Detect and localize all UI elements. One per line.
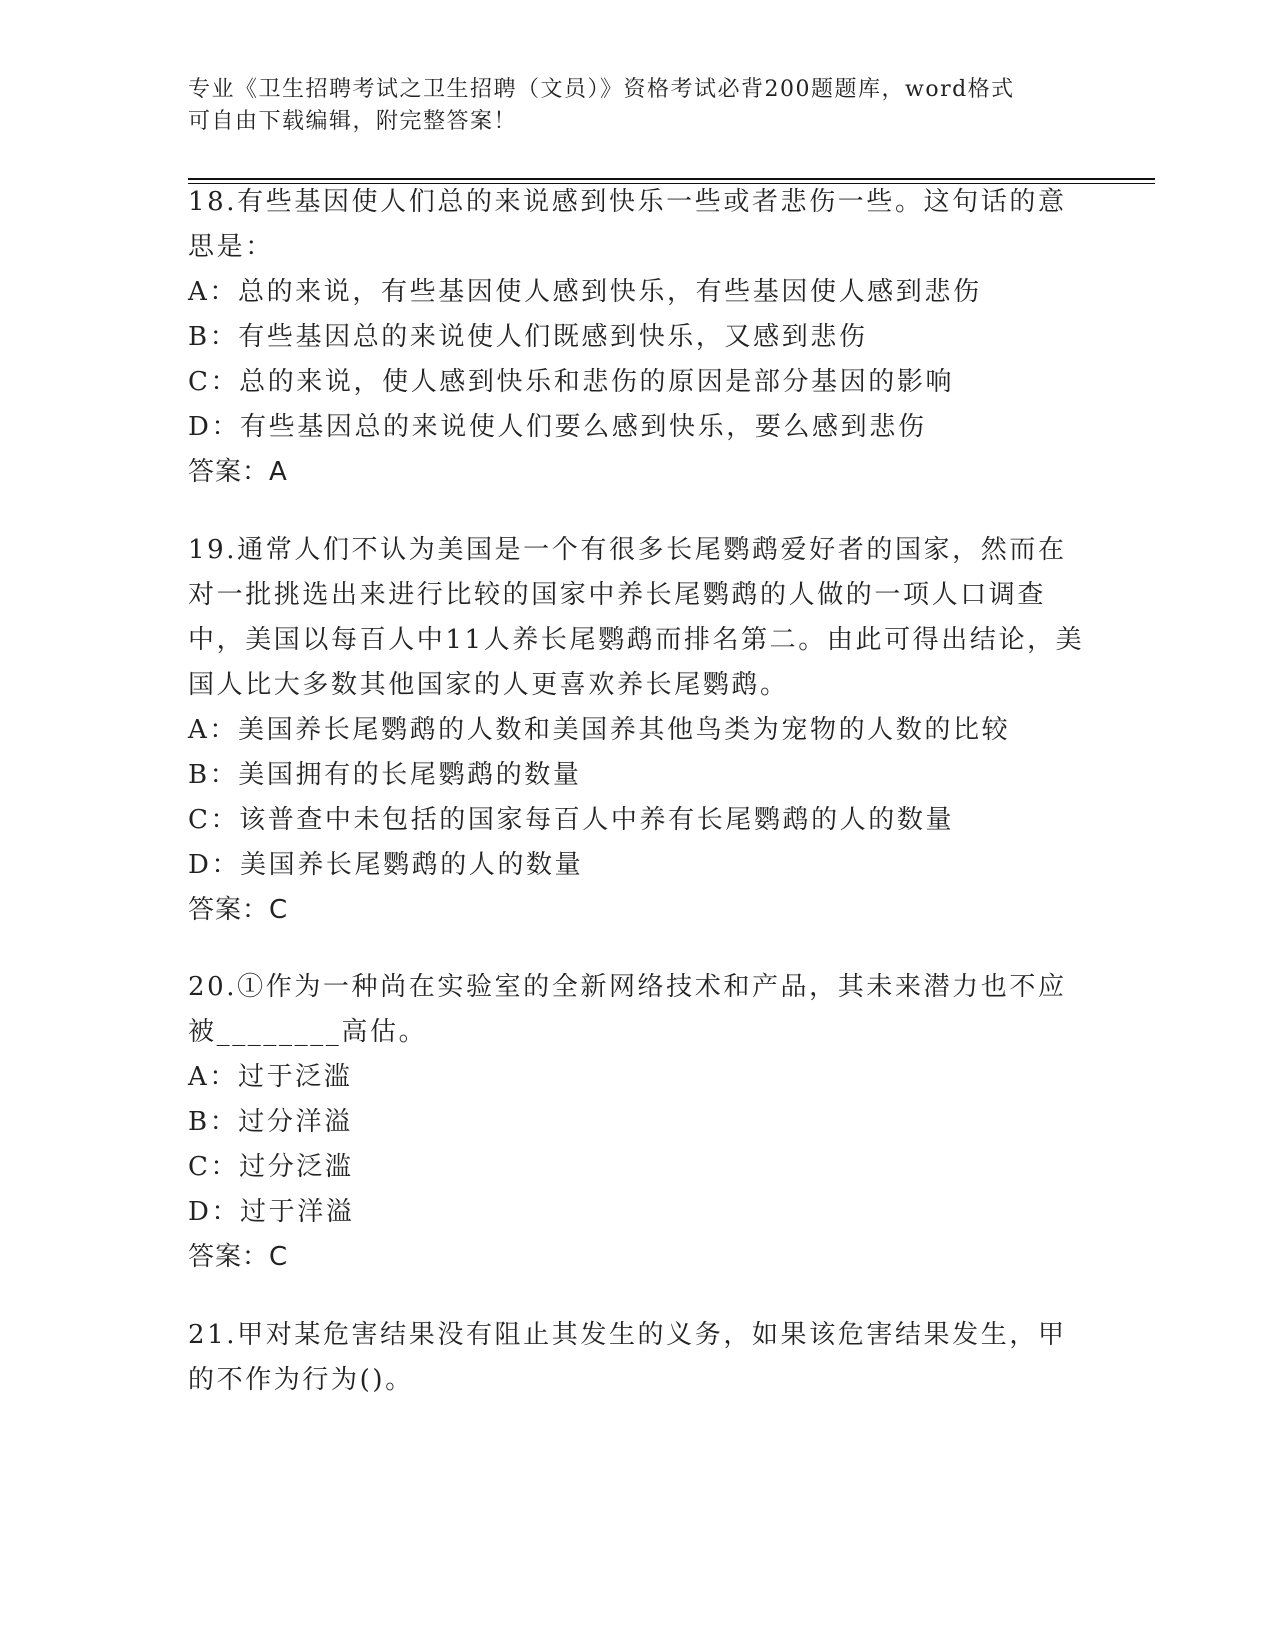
header-line-1: 专业《卫生招聘考试之卫生招聘（文员）》资格考试必背200题题库，word格式 bbox=[188, 77, 1015, 102]
question-stem: 18.有些基因使人们总的来说感到快乐一些或者悲伤一些。这句话的意思是： bbox=[188, 187, 1067, 262]
question-stem: 21.甲对某危害结果没有阻止其发生的义务，如果该危害结果发生，甲的不作为行为()。 bbox=[188, 1320, 1067, 1395]
option-b: B：过分洋溢 bbox=[188, 1107, 353, 1137]
option-b: B：美国拥有的长尾鹦鹉的数量 bbox=[188, 760, 582, 790]
question-stem: 19.通常人们不认为美国是一个有很多长尾鹦鹉爱好者的国家，然而在对一批挑选出来进行比较的国家中养长尾鹦鹉的人做的一项人口调查中，美国以每百人中11人养长尾鹦鹉而排名第二。由此可得出结论，美国人比大多数其他国家的人更喜欢养长尾鹦鹉。 bbox=[188, 535, 1085, 700]
question-20 bbox=[188, 965, 1088, 1280]
answer: 答案：A bbox=[188, 457, 288, 487]
option-b: B：有些基因总的来说使人们既感到快乐，又感到悲伤 bbox=[188, 322, 868, 352]
option-a: A：过于泛滥 bbox=[188, 1062, 353, 1092]
question-18 bbox=[188, 180, 1088, 495]
answer: 答案：C bbox=[188, 895, 289, 925]
option-d: D：美国养长尾鹦鹉的人的数量 bbox=[188, 850, 584, 880]
document-header bbox=[188, 74, 1088, 138]
option-a: A：美国养长尾鹦鹉的人数和美国养其他鸟类为宠物的人数的比较 bbox=[188, 715, 1011, 745]
option-d: D：有些基因总的来说使人们要么感到快乐，要么感到悲伤 bbox=[188, 412, 927, 442]
header-line-2: 可自由下载编辑，附完整答案！ bbox=[188, 109, 518, 134]
option-c: C：该普查中未包括的国家每百人中养有长尾鹦鹉的人的数量 bbox=[188, 805, 955, 835]
option-c: C：总的来说，使人感到快乐和悲伤的原因是部分基因的影响 bbox=[188, 367, 955, 397]
question-stem: 20.①作为一种尚在实验室的全新网络技术和产品，其未来潜力也不应被________高估。 bbox=[188, 972, 1067, 1047]
option-d: D：过于洋溢 bbox=[188, 1197, 355, 1227]
answer: 答案：C bbox=[188, 1242, 289, 1272]
question-21 bbox=[188, 1313, 1088, 1403]
option-a: A：总的来说，有些基因使人感到快乐，有些基因使人感到悲伤 bbox=[188, 277, 982, 307]
option-c: C：过分泛滥 bbox=[188, 1152, 354, 1182]
question-19 bbox=[188, 528, 1088, 933]
